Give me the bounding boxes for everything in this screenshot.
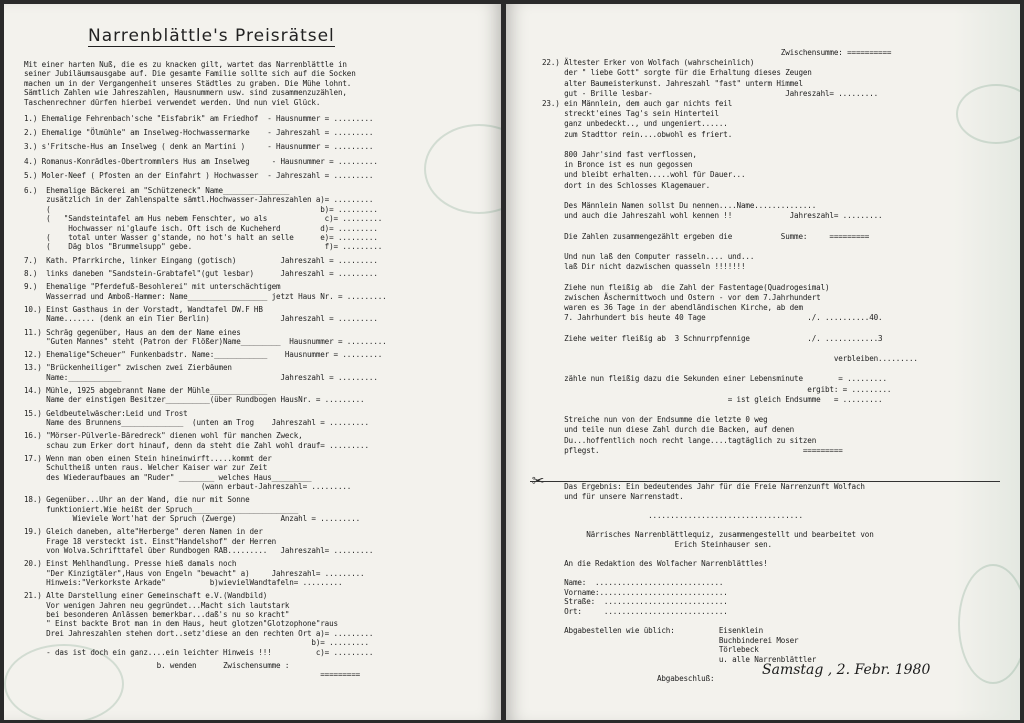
question-line: Schultheiß unten raus. Welcher Kaiser war zur Zeit [24, 463, 268, 473]
right-line: waren es 36 Tage in der abendländischen Kirche, ab dem [542, 303, 803, 312]
question-line: 7.) Kath. Pfarrkirche, linker Eingang (gotisch) Jahreszahl = ......... [24, 256, 378, 265]
form-line: Törlebeck [542, 645, 759, 655]
right-line: Zwischensumme: ========== [542, 48, 892, 57]
question-line: Name:____________ Jahreszahl = ......... [24, 372, 378, 382]
question-line: 21.) Alte Darstellung einer Gemeinschaft e.V.(Wandbild) [24, 591, 268, 601]
question-line: Wasserrad und Amboß-Hammer: Name__________________ jetzt Haus Nr. = ......... [24, 291, 387, 301]
question-line: b. wenden Zwischensumme : [24, 660, 290, 670]
question-text: s'Fritsche-Hus am Inselweg ( denk an Martini ) - Hausnummer = ......... [37, 142, 374, 152]
form-line: Erich Steinhauser sen. [542, 539, 772, 549]
right-line: Des Männlein Namen sollst Du nennen....Name.............. [542, 201, 817, 210]
question-6-line: ( total unter Wasser g'stande, no hot's halt an selle e)= ......... [24, 233, 378, 242]
right-line: dort in des Schlosses Klagemauer. [542, 180, 711, 190]
right-line: Die Zahlen zusammengezählt ergeben die Summe: ========= [542, 231, 870, 241]
intro-line: seiner Jubiläumsausgabe auf. Die gesamte Familie sollte sich auf die Socken [24, 69, 356, 79]
right-line: Du...hoffentlich noch recht lange....tagtäglich zu sitzen [542, 435, 817, 445]
form-line: Straße: ............................ [542, 597, 728, 607]
question-line [24, 128, 373, 137]
question-line: Hinweis:"Verkorkste Arkade" b)wievielWandtafeln= ......... [24, 578, 343, 587]
right-line: Und nun laß den Computer rasseln.... und... [542, 252, 755, 261]
question-line: b)= ......... [24, 638, 369, 648]
question-6-line: ( Däg blos "Brummelsupp" gebe. f)= ......... [24, 242, 383, 252]
form-line: u. alle Narrenblättler [542, 654, 817, 664]
question-6-line: Hochwasser ni'glaufe isch. Oft isch de Kucheherd d)= ......... [24, 223, 378, 233]
question-line: Frage 18 versteckt ist. Einst"Handelshof" der Herren [24, 536, 277, 546]
question-number: 3.) [24, 142, 38, 152]
right-line: zähle nun fleißig dazu die Sekunden einer Lebensminute = ......... [542, 374, 887, 384]
question-line: schau zum Erker dort hinauf, denn da steht die Zahl wohl drauf= ......... [24, 440, 369, 450]
right-line: Streiche nun von der Endsumme die letzte 0 weg [542, 415, 768, 425]
right-line: und bleibt erhalten.....wohl für Dauer... [542, 170, 746, 180]
bleed-through-ornament [958, 564, 1020, 684]
question-line: funktioniert.Wie heißt der Spruch________________________ [24, 504, 299, 514]
question-number: 4.) [24, 156, 38, 166]
right-line: alter Baumeisterkunst. Jahreszahl "fast" unterm Himmel [542, 78, 803, 88]
question-text: Ehemalige "Ölmühle" am Inselweg-Hochwassermarke - Jahreszahl = ......... [37, 128, 374, 138]
question-line: 11.) Schräg gegenüber, Haus an dem der Name eines [24, 327, 241, 337]
question-text: Romanus-Konrädles-Obertrommlers Hus am Inselweg - Hausnummer = ......... [37, 156, 378, 166]
right-line: Ziehe nun fleißig ab die Zahl der Fastentage(Quadrogesimal) [542, 282, 830, 292]
question-line: Name der einstigen Besitzer__________(über Rundbogen HausNr. = ......... [24, 395, 365, 405]
question-line: bei besonderen Anlässen bemerkbar...daß's nu so kracht" [24, 610, 290, 619]
right-line: Ziehe weiter fleißig ab 3 Schnurrpfennige ./. ............3 [542, 333, 883, 343]
bleed-through-ornament [424, 124, 501, 214]
question-line: 16.) "Mörser-Pülverle-Bäredreck" dienen wohl für manchen Zweck, [24, 431, 303, 441]
intro-line: machen um in der Vergangenheit unseres Städtles zu graben. Die Mühe lohnt. [24, 78, 352, 88]
right-line: pflegst. ========= [542, 445, 843, 455]
form-line: Abgabestellen wie üblich: Eisenklein [542, 626, 764, 635]
question-6-line: 6.) Ehemalige Bäckerei am "Schützeneck" Name_______________ [24, 186, 290, 195]
form-line: Närrisches Narrenblättlequiz, zusammengestellt und bearbeitet von [542, 530, 874, 539]
question-line: Drei Jahreszahlen stehen dort..setz'diese an den rechten Ort a)= ......... [24, 628, 374, 638]
question-text: Ehemalige Fehrenbach'sche "Eisfabrik" am Friedhof - Hausnummer = ......... [37, 114, 374, 123]
right-line: = ist gleich Endsumme = ......... [542, 394, 883, 404]
question-line: " Einst backte Brot man in dem Haus, heut glotzen"Glotzophone"raus [24, 619, 338, 629]
question-6-line: ( b)= ......... [24, 204, 378, 214]
question-line: 10.) Einst Gasthaus in der Vorstadt, Wandtafel DW.F HB [24, 305, 263, 314]
question-number: 5.) [24, 170, 38, 180]
quiz-title: Narrenblättle's Preisrätsel [88, 26, 335, 46]
question-6-line: zusätzlich in der Zahlenspalte sämtl.Hochwasser-Jahreszahlen a)= ......... [24, 195, 374, 205]
question-line [24, 171, 373, 180]
right-line: zwischen Äschermittwoch und Ostern - vor dem 7.Jahrhundert [542, 292, 821, 302]
question-line [24, 142, 373, 151]
question-line: 13.) "Brückenheiliger" zwischen zwei Zierbäumen [24, 363, 232, 373]
right-line: verbleiben......... [542, 354, 918, 363]
question-number: 2.) [24, 128, 38, 138]
right-line: laß Dir nicht dazwischen quasseln !!!!!!! [542, 262, 746, 272]
right-line: und auch die Jahreszahl wohl kennen !! Jahreszahl= ......... [542, 211, 883, 221]
right-line: 800 Jahr'sind fast verflossen, [542, 150, 697, 159]
form-line: An die Redaktion des Wolfacher Narrenblättles! [542, 558, 768, 568]
right-line: ganz unbedeckt.., und ungeniert...... [542, 119, 728, 129]
question-line [24, 114, 373, 123]
question-line: 8.) links daneben "Sandstein-Grabtafel"(gut lesbar) Jahreszahl = ......... [24, 269, 378, 279]
question-line: des Wiederaufbaues am "Ruder" ________ welches Haus_________ [24, 472, 312, 482]
question-line: Name des Brunnens______________ (unten am Trog Jahreszahl = ......... [24, 418, 369, 427]
question-line: 19.) Gleich daneben, alte"Herberge" deren Namen in der [24, 527, 263, 537]
question-line: 15.) Geldbeutelwäscher:Leid und Trost [24, 408, 188, 418]
form-line: Buchbinderei Moser [542, 635, 799, 645]
question-line: ========= [24, 670, 361, 680]
right-line: 23.) ein Männlein, dem auch gar nichts feil [542, 99, 733, 108]
question-line: 12.) Ehemalige"Scheuer" Funkenbadstr. Name:____________ Hausnummer = ......... [24, 350, 383, 360]
question-line: 18.) Gegenüber...Uhr an der Wand, die nur mit Sonne [24, 495, 250, 505]
question-number: 1.) [24, 114, 38, 123]
right-line: 7. Jahrhundert bis heute 40 Tage ./. ..........40. [542, 313, 883, 323]
question-text: Moler-Neef ( Pfosten an der Einfahrt ) Hochwasser - Jahreszahl = ......... [37, 170, 374, 180]
question-line [24, 157, 378, 166]
intro-line: Sämtlich Zahlen wie Jahreszahlen, Hausnummern usw. sind zusammenzuzählen, [24, 88, 347, 98]
question-line: 20.) Einst Mehlhandlung. Presse hieß damals noch [24, 559, 237, 569]
form-line: ................................... [542, 510, 803, 520]
question-line: (wann erbaut-Jahreszahl= ......... [24, 482, 352, 491]
question-line: Name....... (denk an ein Tier Berlin) Jahreszahl = ......... [24, 314, 378, 324]
right-line: der " liebe Gott" sorgte für die Erhaltung dieses Zeugen [542, 68, 812, 78]
right-page [506, 4, 1020, 720]
form-line: Name: ............................. [542, 578, 724, 587]
scissors-icon: ✂ [532, 468, 545, 492]
right-line: in Bronce ist es nun gegossen [542, 160, 693, 170]
right-line: und teile nun diese Zahl durch die Backen, auf denen [542, 425, 795, 435]
right-line: ergibt: = ......... [542, 384, 892, 394]
question-line: "Der Kinzigtäler",Haus von Engeln "bewacht" a) Jahreszahl= ......... [24, 568, 365, 578]
intro-line: Taschenrechner dürfen hierbei verwendet werden. Und nun viel Glück. [24, 97, 321, 107]
form-line: Abgabeschluß: [542, 674, 715, 683]
intro-line: Mit einer harten Nuß, die es zu knacken gilt, wartet das Narrenblättle in [24, 60, 347, 69]
question-line: 14.) Mühle, 1925 abgebrannt Name der Mühle_____________ [24, 386, 268, 395]
right-line: streckt'eines Tag's sein Hinterteil [542, 109, 719, 119]
handwritten-deadline: Samstag , 2. Febr. 1980 [762, 662, 931, 678]
question-line: - das ist doch ein ganz....ein leichter Hinweis !!! c)= ......... [24, 647, 374, 657]
right-line: zum Stadttor rein....obwohl es friert. [542, 129, 733, 139]
form-line: Ort: ............................ [542, 606, 728, 616]
question-line: Wieviele Wort'hat der Spruch (Zwerge) Anzahl = ......... [24, 514, 361, 523]
question-line: "Guten Mannes" steht (Patron der Flößer)Name_________ Hausnummer = ......... [24, 337, 387, 346]
question-line: 9.) Ehemalige "Pferdefuß-Besohlerei" mit unterschächtigem [24, 282, 281, 292]
question-6-line: ( "Sandsteintafel am Hus nebem Fenschter, wo als c)= ......... [24, 214, 383, 224]
right-line: gut - Brille lesbar- Jahreszahl= ......... [542, 88, 879, 98]
question-line: Vor wenigen Jahren neu gegründet...Macht sich lautstark [24, 600, 290, 610]
form-line: Das Ergebnis: Ein bedeutendes Jahr für die Freie Narrenzunft Wolfach [542, 482, 865, 491]
left-page [4, 4, 501, 720]
question-line: 17.) Wenn man oben einen Stein hineinwirft.....kommt der [24, 453, 272, 463]
right-line: 22.) Ältester Erker von Wolfach (wahrscheinlich) [542, 58, 755, 68]
form-line: Vorname:............................. [542, 587, 728, 597]
question-line: von Wolva.Schrifttafel über Rundbogen RAB......... Jahreszahl= ......... [24, 546, 374, 555]
form-line: und für unsere Narrenstadt. [542, 491, 684, 501]
